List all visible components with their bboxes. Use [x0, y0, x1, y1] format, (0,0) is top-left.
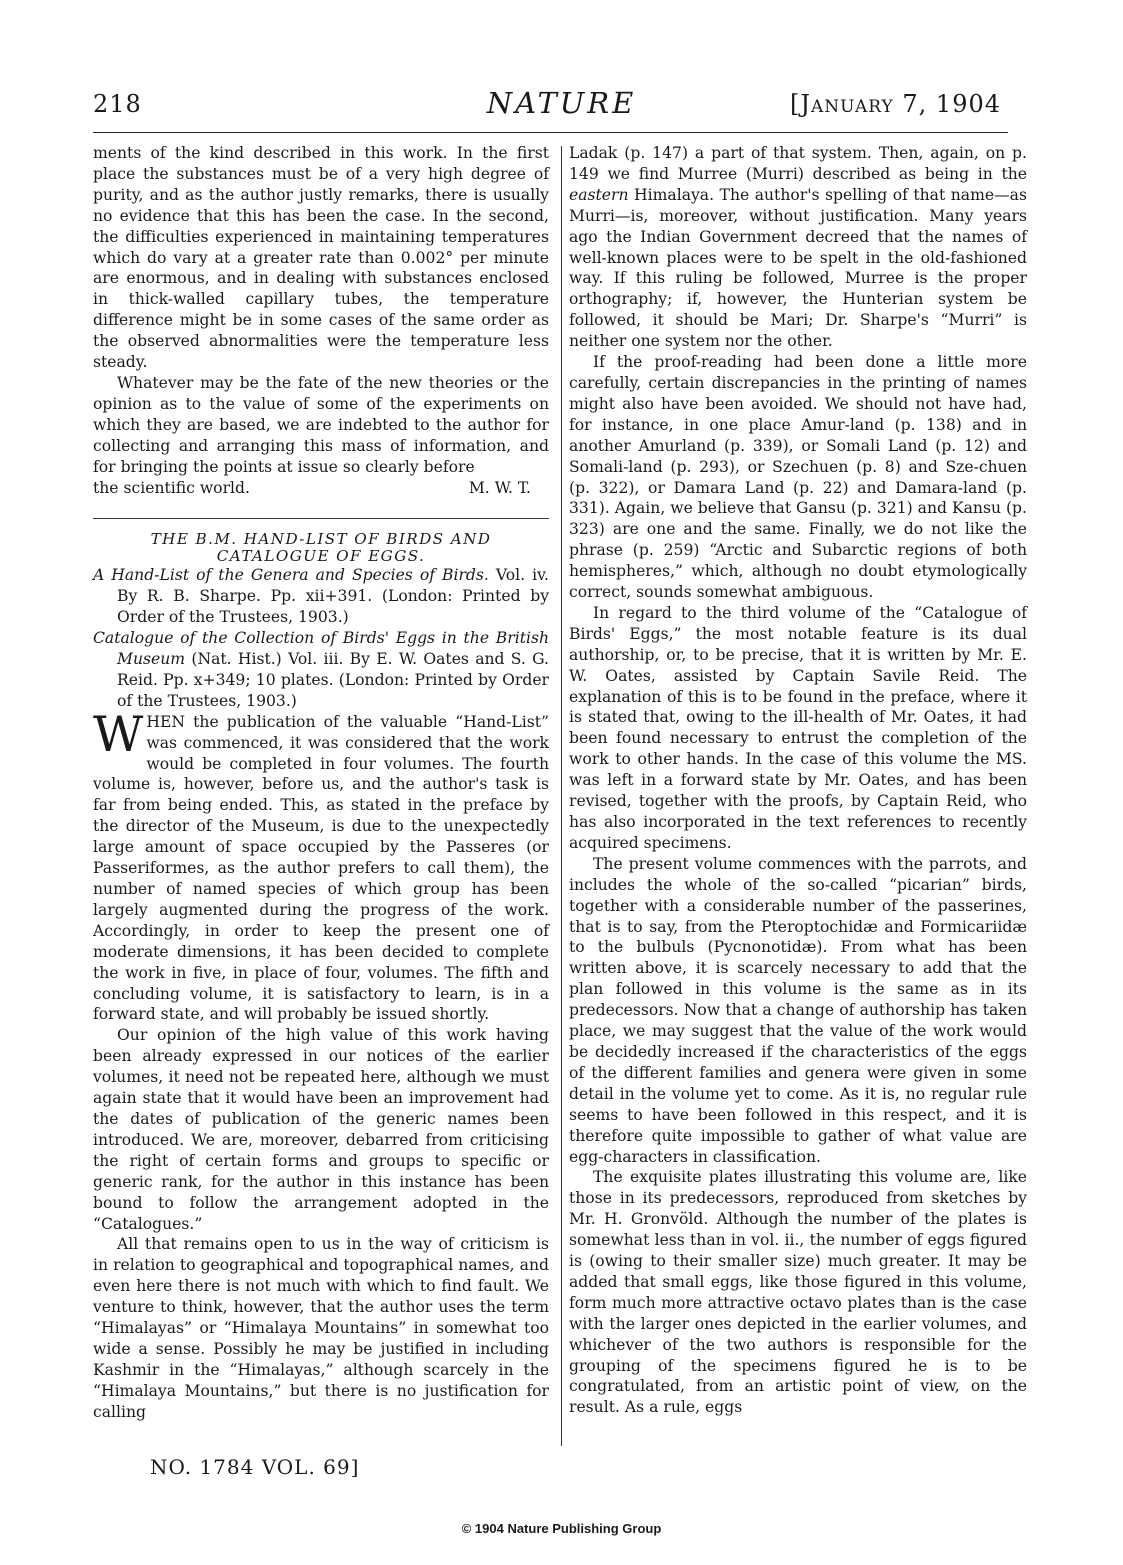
- issue-volume: NO. 1784 VOL. 69]: [150, 1455, 360, 1479]
- paragraph: The exquisite plates illustrating this volume are, like those in its predecessors, reproduced from sketches by Mr. H. Gronvöld. Although the number of the plates is somewhat less than in vol. ii., the number of eggs figured is (owing to their smaller size) much greater. It may be added that small eggs, like those figured in this volume, form much more attractive octavo plates than is the case with the larger ones depicted in the earlier volumes, and whichever of the two authors is responsible for the grouping of the specimens figured he is to be congratulated, from an artistic point of view, on the result. As a rule, eggs: [569, 1168, 1027, 1417]
- paragraph: The present volume commences with the parrots, and includes the whole of the so-called “picarian” birds, together with a considerable number of the passerines, that is to say, from the Pteroptochidæ and Formicariidæ to the bulbuls (Pycnonotidæ). From what has been written above, it is scarcely necessary to add that the plan followed in this volume is the same as in its predecessors. Now that a change of authorship has taken place, we may suggest that the value of the work would be decidedly increased if the characteristics of the eggs of the different families and genera were given in some detail in the volume yet to come. As it is, no regular rule seems to have been followed in this respect, and it is therefore quite impossible to gather of what value are egg-characters in classification.: [569, 854, 1027, 1166]
- drop-cap: W: [93, 705, 144, 763]
- book-reference-2: [93, 628, 549, 712]
- paragraph: In regard to the third volume of the “Catalogue of Birds' Eggs,” the most notable feature is its dual authorship, or, to be precise, that it is written by Mr. E. W. Oates, assisted by Captain Savile Reid. The explanation of this is to be found in the preface, where it is stated that, owing to the ill-health of Mr. Oates, it had been found necessary to entrust the completion of the work to other hands. In the case of this volume the MS. was left in a forward state by Mr. Oates, and has been revised, together with the proofs, by Captain Reid, who has also incorporated in the text references to recently acquired specimens.: [569, 603, 1027, 852]
- paragraph: All that remains open to us in the way of criticism is in relation to geographical and topographical names, and even here there is not much with which to find fault. We venture to think, however, that the author uses the term “Himalayas” or “Himalaya Mountains” in somewhat too wide a sense. Possibly he may be justified in including Kashmir in the “Himalayas,” although scarcely in the “Himalaya Mountains,” but there is no justification for calling: [93, 1235, 549, 1421]
- left-column: [93, 143, 549, 1423]
- paragraph-text: Ladak (p. 147) a part of that system. Then, again, on p. 149 we find Murree (Murri) described as being in the: [569, 144, 1027, 183]
- paragraph: [569, 143, 1027, 352]
- lead-word: HEN: [146, 712, 186, 731]
- article-title: [93, 531, 549, 565]
- book-reference-1: [93, 565, 549, 628]
- issue-date: [January 7, 1904: [790, 90, 1001, 118]
- book-subtitle: (Nat. Hist.): [191, 650, 282, 669]
- book-details: Vol. iii. By E. W. Oates and S. G. Reid. Pp. x+349; 10 plates. (London: Printed by Order of the Trustees, 1903.): [117, 650, 549, 710]
- column-divider: [561, 146, 562, 1446]
- article-title-line-2: CATALOGUE OF EGGS.: [216, 547, 426, 566]
- emphasis: eastern: [569, 185, 629, 204]
- paragraph-text: Whatever may be the fate of the new theories or the opinion as to the value of some of the experiments on which they are based, we are indebted to the author for collecting and arranging this mass of information, and for bringing the points at issue so clearly before: [93, 373, 549, 476]
- journal-title: NATURE: [486, 86, 637, 120]
- paragraph-text: the publication of the valuable “Hand-List” was commenced, it was considered that the work would be completed in four volumes. The fourth volume is, however, before us, and the author's task is far from being ended. This, as stated in the preface by the director of the Museum, is due to the unexpectedly large amount of space occupied by the Passeres (or Passeriformes, as the author prefers to call them), the number of named species of which group has been largely augmented during the progress of the work. Accordingly, in order to keep the present one of moderate dimensions, it has been decided to complete the work in five, in place of four, volumes. The fifth and concluding volume, it is satisfactory to learn, is in a forward state, and will probably be issued shortly.: [93, 712, 550, 1024]
- paragraph: If the proof-reading had been done a little more carefully, certain discrepancies in the printing of names might also have been avoided. We should not have had, for instance, in one place Amur-land (p. 138) and in another Amurland (p. 339), or Somali Land (p. 12) and Somali-land (p. 293), or Szechuen (p. 8) and Sze-chuen (p. 322), or Damara Land (p. 22) and Damara-land (p. 331). Again, we believe that Gansu (p. 321) and Kansu (p. 323) are one and the same. Finally, we do not like the phrase (p. 259) “Arctic and Subarctic regions of both hemispheres,” which, although no doubt etymologically correct, sounds somewhat ambiguous.: [569, 353, 1027, 602]
- book-title: A Hand-List of the Genera and Species of Birds.: [93, 566, 489, 585]
- paragraph-text: Himalaya. The author's spelling of that name—as Murri—is, moreover, without justification. Many years ago the Indian Government decreed that the names of well-known places were to be spelt in the old-fashioned way. If this ruling be followed, Murree is the proper orthography; if, however, the Hunterian system be followed, it should be Mari; Dr. Sharpe's “Murri” is neither one system nor the other.: [569, 185, 1027, 351]
- reviewer-initials: M. W. T.: [468, 478, 531, 497]
- article-title-line-1: THE B.M. HAND-LIST OF BIRDS AND: [150, 530, 492, 549]
- copyright-notice: © 1904 Nature Publishing Group: [461, 1521, 662, 1536]
- paragraph: [93, 705, 550, 1026]
- page-number: 218: [93, 90, 142, 118]
- book-details: Vol. iv. By R. B. Sharpe. Pp. xii+391. (London: Printed by Order of the Trustees, 1903.): [117, 566, 549, 627]
- header-rule: [93, 132, 1008, 133]
- paragraph: Our opinion of the high value of this work having been already expressed in our notices of the earlier volumes, it need not be repeated here, although we must again state that it would have been an improvement had the dates of publication of the generic names been introduced. We are, moreover, debarred from criticising the right of certain forms and groups to specific or generic rank, for the author in this instance has been bound to follow the arrangement adopted in the “Catalogues.”: [93, 1026, 549, 1233]
- paragraph-end: the scientific world.: [93, 478, 250, 497]
- review-signature-line: [93, 478, 549, 499]
- book-title: Catalogue of the Collection of Birds' Eggs in the British Museum: [93, 629, 549, 669]
- paragraph: ments of the kind described in this work. In the first place the substances must be of a very high degree of purity, and as the author justly remarks, there is usually no evidence that this has been the case. In the second, the difficulties experienced in maintaining temperatures which do vary at a greater rate than 0.002° per minute are enormous, and in dealing with substances enclosed in thick-walled capillary tubes, the temperature difference might be in some cases of the same order as the observed abnormalities were the temperature less steady.: [93, 144, 549, 372]
- right-column: [569, 143, 1027, 1418]
- section-rule: [93, 518, 549, 519]
- paragraph: [93, 373, 549, 478]
